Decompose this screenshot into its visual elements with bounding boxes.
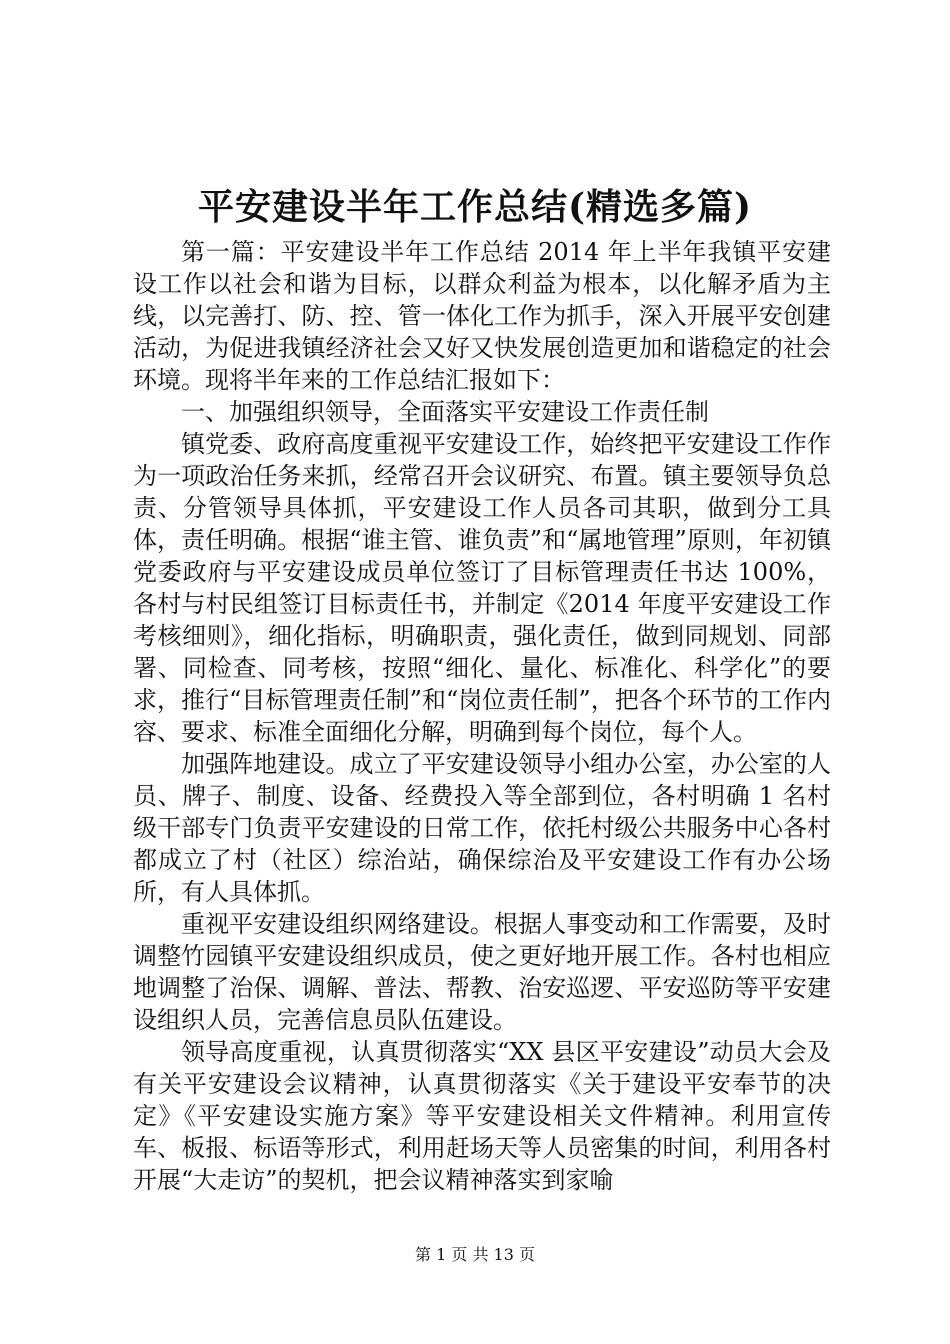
section-heading-1: 一、加强组织领导，全面落实平安建设工作责任制 [181, 398, 709, 426]
document-title: 平安建设半年工作总结(精选多篇) [197, 186, 753, 228]
page-footer: 第 1 页 共 13 页 [415, 1245, 535, 1264]
paragraph-position-building: 加强阵地建设。成立了平安建设领导小组办公室，办公室的人员、牌子、制度、设备、经费投入等全部到位，各村明确 1 名村级干部专门负责平安建设的日常工作，依托村级公共服务中心各村都成立了村（社区）综治站，确保综治及平安建设工作有办公场所，有人具体抓。 [133, 750, 831, 906]
paragraph-network-building: 重视平安建设组织网络建设。根据人事变动和工作需要，及时调整竹园镇平安建设组织成员，使之更好地开展工作。各村也相应地调整了治保、调解、普法、帮教、治安巡逻、平安巡防等平安建设组织人员，完善信息员队伍建设。 [133, 910, 831, 1034]
document-body [133, 236, 831, 1196]
paragraph-leadership: 领导高度重视，认真贯彻落实“XX 县区平安建设”动员大会及有关平安建设会议精神，认真贯彻落实《关于建设平安奉节的决定》《平安建设实施方案》等平安建设相关文件精神。利用宣传车、板报、标语等形式，利用赶场天等人员密集的时间，利用各村开展“大走访”的契机，把会议精神落实到家喻 [133, 1038, 831, 1194]
paragraph-responsibility: 镇党委、政府高度重视平安建设工作，始终把平安建设工作作为一项政治任务来抓，经常召开会议研究、布置。镇主要领导负总责、分管领导具体抓，平安建设工作人员各司其职，做到分工具体，责任明确。根据“谁主管、谁负责”和“属地管理”原则，年初镇党委政府与平安建设成员单位签订了目标管理责任书达 100%，各村与村民组签订目标责任书，并制定《2014 年度平安建设工作考核细则》，细化指标，明确职责，强化责任，做到同规划、同部署、同检查、同考核，按照“细化、量化、标准化、科学化”的要求，推行“目标管理责任制”和“岗位责任制”，把各个环节的工作内容、要求、标准全面细化分解，明确到每个岗位，每个人。 [133, 430, 831, 746]
paragraph-intro: 第一篇：平安建设半年工作总结 2014 年上半年我镇平安建设工作以社会和谐为目标，以群众利益为根本，以化解矛盾为主线，以完善打、防、控、管一体化工作为抓手，深入开展平安创建活动，为促进我镇经济社会又好又快发展创造更加和谐稳定的社会环境。现将半年来的工作总结汇报如下： [133, 238, 831, 394]
